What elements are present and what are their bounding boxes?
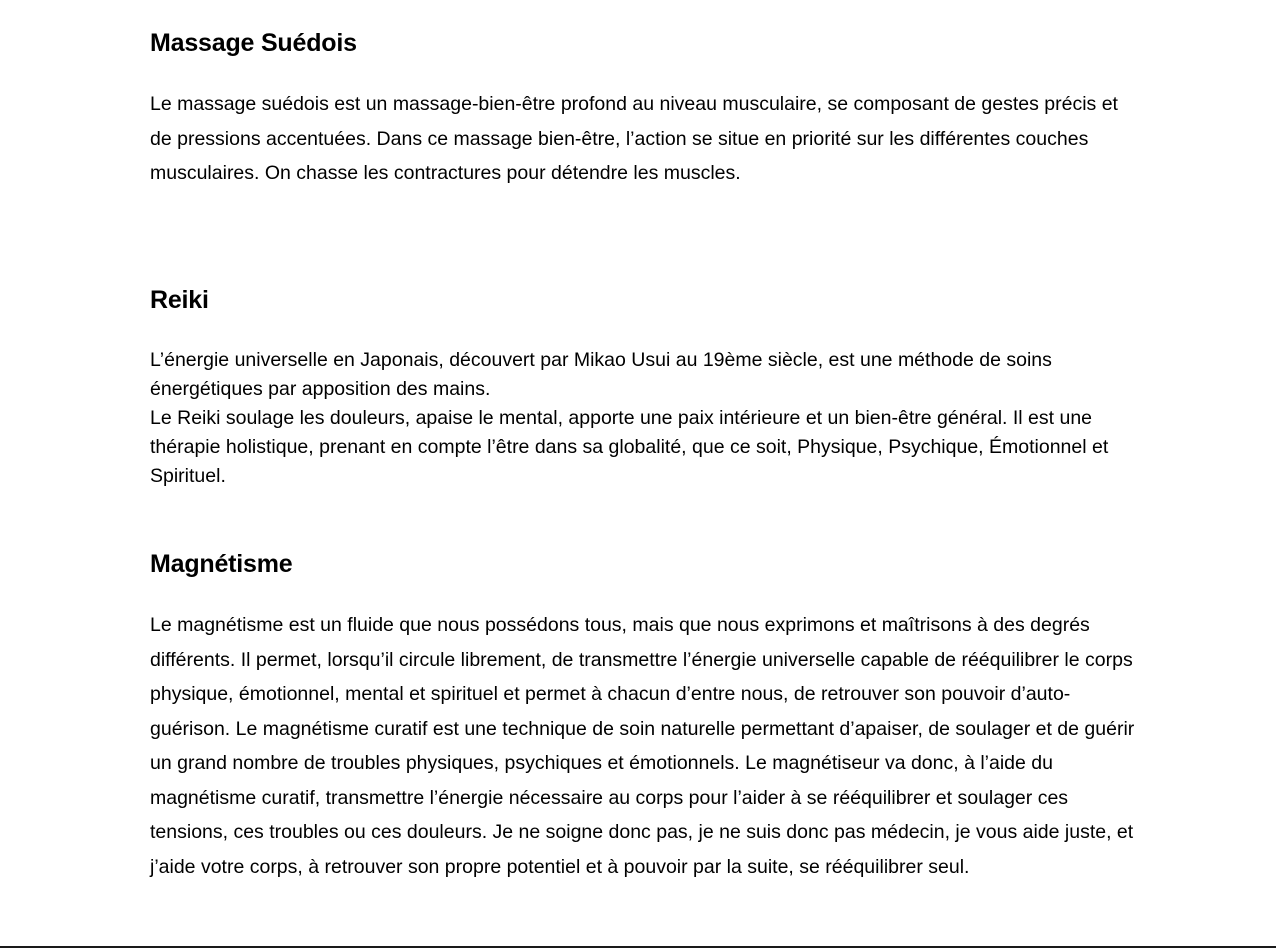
section-paragraph: Le magnétisme est un fluide que nous possédons tous, mais que nous exprimons et maîtrisons à des degrés différents. Il permet, lorsqu’il circule librement, de transmettre l’énergie universelle capable de rééquilibrer le corps physique, émotionnel, mental et spirituel et permet à chacun d’entre nous, de retrouver son pouvoir d’auto-guérison. Le magnétisme curatif est une technique de soin naturelle permettant d’apaiser, de soulager et de guérir un grand nombre de troubles physiques, psychiques et émotionnels. Le magnétiseur va donc, à l’aide du magnétisme curatif, transmettre l’énergie nécessaire au corps pour l’aider à se rééquilibrer et soulager ces tensions, ces troubles ou ces douleurs. Je ne soigne donc pas, je ne suis donc pas médecin, je vous aide juste, et j’aide votre corps, à retrouver son propre potentiel et à pouvoir par la suite, se rééquilibrer seul. bbox=[150, 614, 1135, 878]
section-paragraph: L’énergie universelle en Japonais, découvert par Mikao Usui au 19ème siècle, est une méthode de soins énergétiques par apposition des mains. Le Reiki soulage les douleurs, apaise le mental, apporte une paix intérieure et un bien-être général. Il est une thérapie holistique, prenant en compte l’être dans sa globalité, que ce soit, Physique, Psychique, Émotionnel et Spirituel. bbox=[150, 349, 1109, 487]
section-massage-suedois bbox=[150, 26, 1140, 191]
section-magnetisme bbox=[150, 547, 1140, 884]
section-heading: Magnétisme bbox=[150, 550, 293, 578]
section-paragraph: Le massage suédois est un massage-bien-être profond au niveau musculaire, se composant de gestes précis et de pressions accentuées. Dans ce massage bien-être, l’action se situe en priorité sur les différentes couches musculaires. On chasse les contractures pour détendre les muscles. bbox=[150, 93, 1118, 184]
section-heading: Massage Suédois bbox=[150, 29, 357, 57]
page-bottom-divider bbox=[0, 946, 1276, 948]
section-reiki bbox=[150, 283, 1140, 491]
section-heading: Reiki bbox=[150, 286, 209, 314]
